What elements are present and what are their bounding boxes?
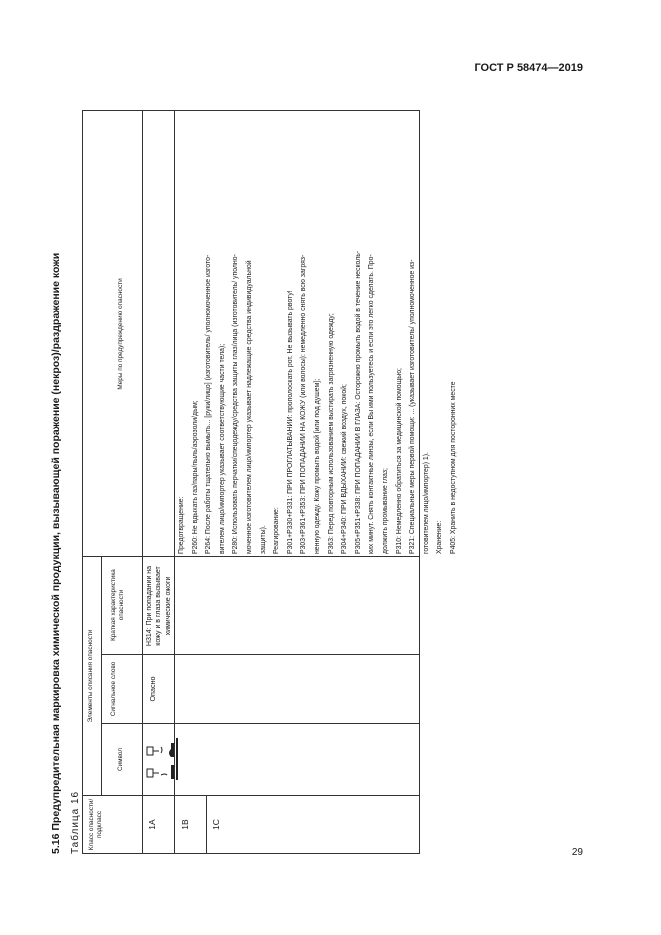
page-number: 29 (571, 847, 583, 858)
measure-line: Р304+Р340: ПРИ ВДЫХАНИИ: свежий воздух, покой; (341, 384, 349, 554)
table-label: Таблица 16 (70, 790, 81, 854)
header-measures: Меры по предупреждению опасности (117, 278, 124, 390)
rotated-page-content (50, 74, 457, 854)
measure-line: должить промывание глаз; (381, 468, 389, 554)
measure-line: Р305+Р351+Р338: ПРИ ПОПАДАНИИ В ГЛАЗА: Осторожно промыть водой в течение несколь- (354, 250, 362, 554)
header-hazard: Краткая характеристика опасности (110, 569, 126, 641)
measure-line: Р321: Специальные меры первой помощи: ... (указывает изготовитель/ уполномоченное из- (409, 259, 417, 554)
measure-line: Р301+Р330+Р331: ПРИ ПРОГЛАТЫВАНИИ: прополоскать рот. Не вызывать рвоту! (286, 290, 294, 554)
measure-line: Хранение: (436, 520, 444, 554)
measure-line: Р260: Не вдыхать газ/пары/пыль/аэрозоли/дым; (191, 400, 199, 554)
measure-line: Предотвращение: (178, 496, 185, 554)
section-title: 5.16 Предупредительная маркировка химической продукции, вызывающей поражение (некроз)/раздражение кожи (50, 252, 62, 854)
measure-line: Р363: Перед повторным использованием выстирать загрязненную одежду; (327, 313, 335, 554)
measure-line: Р264: После работы тщательно вымыть... [руки/лицо] (изготовитель/ уполномоченное изгото- (205, 254, 213, 554)
hazard-table (82, 110, 457, 854)
measure-line: готовителем лицо/импортер) 1). (422, 452, 430, 554)
standard-header: ГОСТ Р 58474—2019 (474, 62, 583, 74)
class-1a: 1A (147, 819, 157, 830)
header-signal-word: Сигнальное слово (110, 661, 117, 717)
measure-line: ких минут. Снять контактные линзы, если Вы ими пользуетесь и если это легко сделать. Про- (368, 254, 376, 554)
precaution-measures (175, 112, 457, 556)
header-class: Класс опасности/ подкласс (88, 798, 104, 851)
signal-word: Опасно (148, 676, 157, 702)
class-1b: 1B (180, 819, 190, 830)
header-elements-group: Элементы описания опасности (87, 629, 94, 723)
measure-line: Р303+Р361+Р353: ПРИ ПОПАДАНИИ НА КОЖУ (или волосы): немедленно снять всю загряз- (300, 254, 308, 554)
hazard-statement: H314: При попадании на кожу и в глаза вызывает химические ожоги (146, 565, 172, 647)
measure-line: вителем лицо/импортер указывает соответствующие части тела); (218, 343, 226, 554)
class-1c: 1C (211, 819, 221, 830)
measure-line: моченное изготовителем лицо/импортер указывает надлежащие средства индивидуальной (245, 260, 253, 554)
measure-line: Р405: Хранить в недоступном для посторонних месте (449, 381, 457, 554)
measure-line: ненную одежду. Кожу промыть водой [или под душем]; (313, 378, 321, 554)
measure-line: Р310: Немедленно обратиться за медицинской помощью; (395, 368, 403, 554)
measure-line: Р280: Использовать перчатки/спецодежду/средства защиты глаз/лица (изготовитель/ уполно- (232, 254, 240, 554)
corrosion-pictogram-icon (143, 735, 183, 783)
measure-line: защиты). (259, 525, 267, 554)
header-symbol: Символ (117, 747, 124, 772)
measure-line: Реагирование: (273, 507, 281, 554)
